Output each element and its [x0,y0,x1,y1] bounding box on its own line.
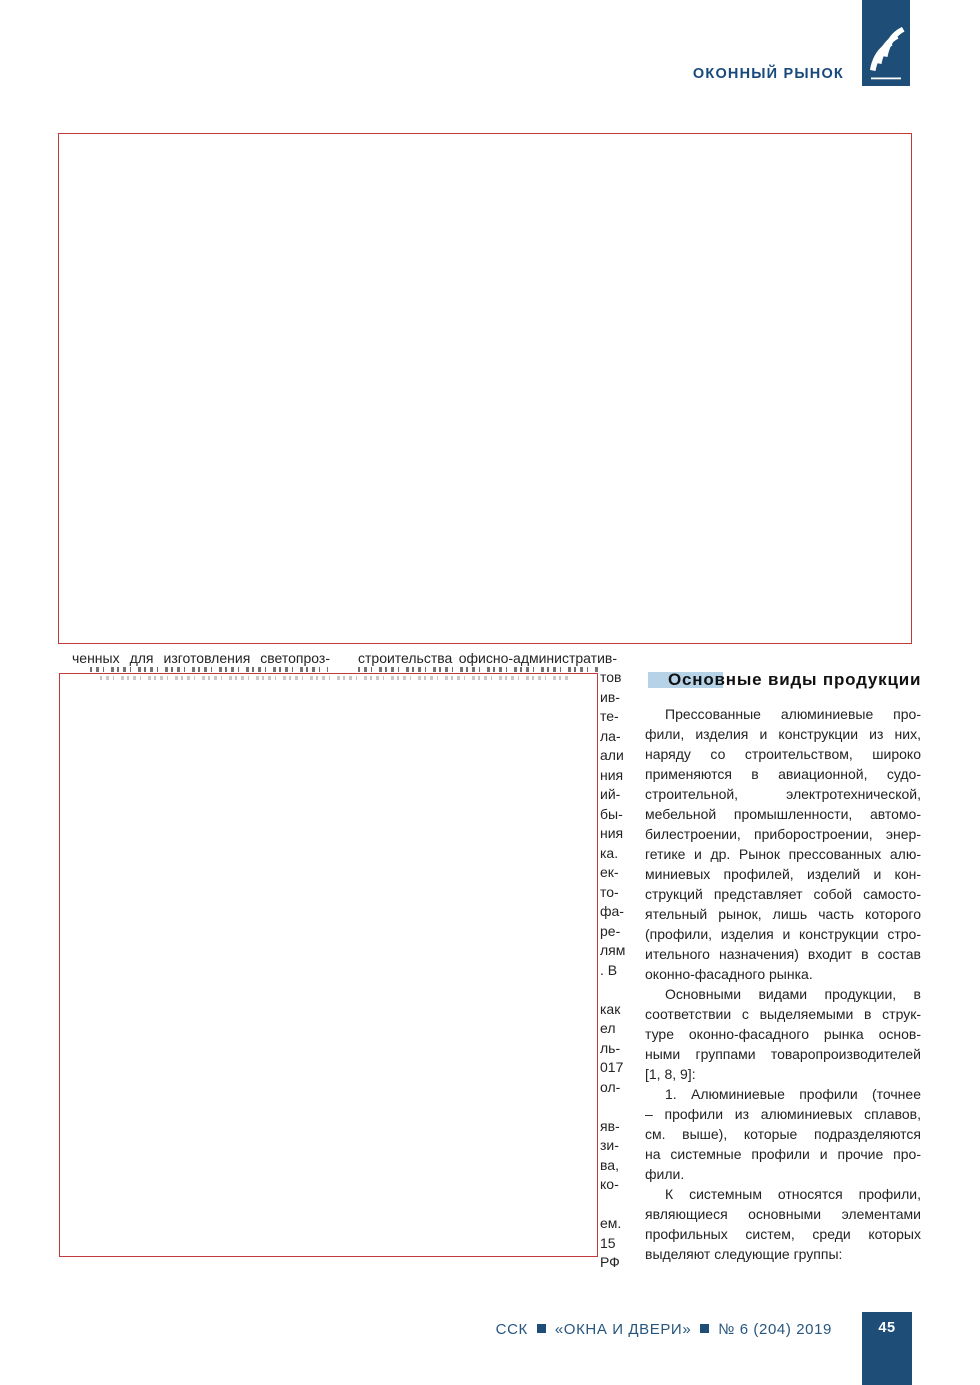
page-number: 45 [878,1320,896,1336]
cut-glyphs-strip [100,676,570,680]
body-text-line: фили. [645,1166,685,1182]
middle-column-text-line: строительства офисно-административ- [358,650,617,666]
body-text-line: – профили из алюминиевых сплавов, [645,1106,921,1122]
body-text-line: оконно-фасадного рынка. [645,966,813,982]
body-text-line: туре оконно-фасадного рынка основ- [645,1026,921,1042]
cutoff-text-fragment: 15 [600,1234,616,1251]
body-text-line: наряду со строительством, широко [645,746,921,762]
right-column-body [645,704,921,1264]
cutoff-text-fragment [600,1195,644,1215]
left-column-text-line: ченных для изготовления светопроз- [72,650,330,666]
cutoff-text-fragment [600,1097,644,1117]
body-text-line: К системным относятся профили, [665,1186,921,1202]
cutoff-text-fragment: ем. [600,1215,622,1231]
footer-journal: «ОКНА И ДВЕРИ» [554,1321,692,1338]
cutoff-text-fragment: ва, [600,1156,619,1173]
body-text-line: ными группами товаропроизводителей [645,1046,921,1062]
body-text-line: ительного назначения) входит в состав [645,946,921,962]
body-text-line: строительной, электротехнической, [645,786,921,802]
body-text-line: профильных систем, среди которых [645,1226,921,1242]
cutoff-text-fragment: ол- [600,1078,621,1095]
cutoff-text-fragment: ий- [600,786,621,802]
body-text-line: соответствии с выделяемыми в струк- [645,1006,921,1022]
cutoff-text-fragment: 017 [600,1059,624,1075]
cutoff-text-fragment: фа- [600,903,624,919]
body-text-line: Прессованные алюминиевые про- [665,706,921,722]
square-bullet-icon [700,1324,709,1333]
body-text-line: миниевых профилей, изделий и кон- [645,866,921,882]
cut-glyphs-strip [90,667,328,672]
cutoff-text-fragment: те- [600,708,619,724]
body-text-line: ятельный рынок, лишь часть которого [645,906,921,922]
footer-imprint [450,1321,832,1338]
cutoff-text-fragment: . В [600,961,618,978]
body-text-line: струкций представляет собой самосто- [645,886,921,902]
body-text-line: билестроении, приборостроении, энер- [645,826,921,842]
section-heading: Основные виды продукции [668,670,922,689]
body-text-line: на системные профили и прочие про- [645,1146,921,1162]
cutoff-text-fragment: ка. [600,844,619,861]
cutoff-text-fragment: ко- [600,1176,619,1192]
cutoff-text-fragment: ре- [600,922,621,939]
cutoff-text-fragment: ния [600,766,624,783]
figure-placeholder-top [58,133,912,644]
cutoff-text-fragment: яв- [600,1117,620,1134]
cutoff-text-fragment: ек- [600,864,619,880]
cutoff-text-fragment: то- [600,883,619,900]
body-text-line: гетике и др. Рынок прессованных алю- [645,846,921,862]
cutoff-text-fragment: зи- [600,1137,619,1153]
cutoff-text-fragment: тов [600,669,622,685]
footer-publisher: ССК [495,1321,528,1338]
body-text-line: 1. Алюминиевые профили (точнее [665,1086,921,1102]
square-bullet-icon [537,1324,546,1333]
body-text-line: см. выше), которые подразделяются [645,1126,921,1142]
body-text-line: мебельной промышленности, автомо- [645,806,921,822]
page-number-box [862,1312,912,1385]
header-section-title: ОКОННЫЙ РЫНОК [692,66,844,82]
cutoff-text-fragment: ль- [600,1039,621,1056]
publisher-logo [862,0,910,86]
cutoff-text-fragment [600,980,644,1000]
body-text-line: (профили, изделия и конструкции стро- [645,926,921,942]
cutoff-text-fragment: как [600,1000,621,1017]
swoosh-feathers-icon [862,0,910,86]
cutoff-text-fragment: ния [600,825,624,841]
cutoff-text-fragment: ив- [600,688,620,705]
right-column [645,670,921,1264]
cutoff-text-fragment: бы- [600,805,623,822]
body-text-line: применяются в авиационной, судо- [645,766,921,782]
body-text-line: фили, изделия и конструкции из них, [645,726,921,742]
cutoff-text-fragment: ла- [600,727,621,744]
figure-placeholder-bottom [59,673,598,1257]
body-text-line: Основными видами продукции, в [665,986,921,1002]
body-text-line: выделяют следующие группы: [645,1246,843,1262]
body-text-line: [1, 8, 9]: [645,1066,696,1082]
cutoff-text-fragment: РФ [600,1254,620,1270]
body-text-line: являющиеся основными элементами [645,1206,921,1222]
cutoff-text-fragment: али [600,747,624,763]
cut-glyphs-strip [358,667,598,672]
footer-issue: № 6 (204) 2019 [718,1321,832,1338]
cutoff-text-fragment: лям [600,942,626,958]
middle-column-fragments [600,668,644,1273]
cutoff-text-fragment: ел [600,1020,616,1036]
